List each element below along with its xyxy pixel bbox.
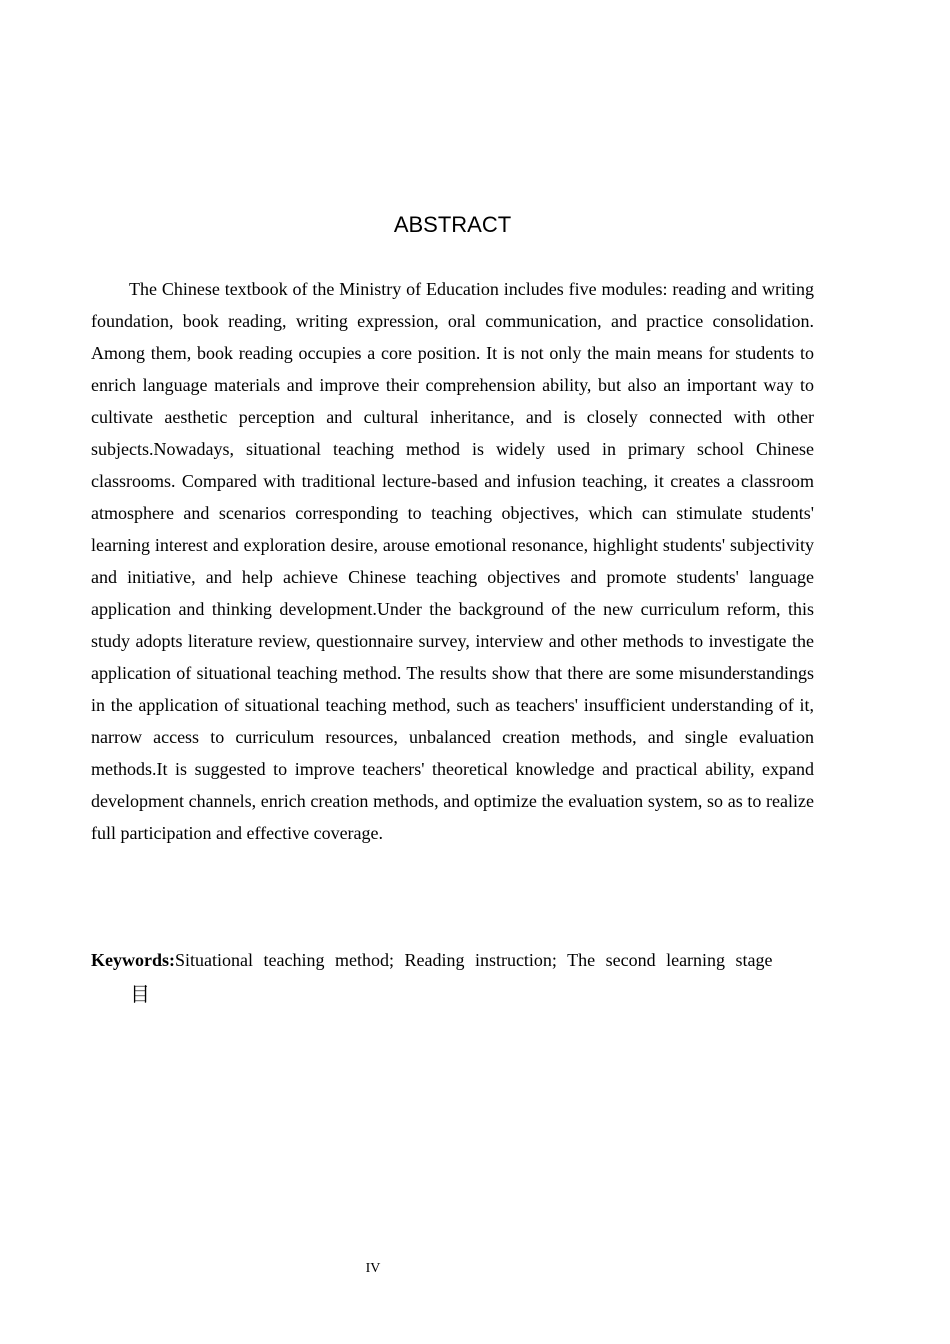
keywords-line [91,944,814,976]
toc-heading-fragment: 目 [130,982,150,1006]
abstract-title: ABSTRACT [393,212,512,237]
keywords-label: Keywords: [91,950,175,970]
abstract-body: The Chinese textbook of the Ministry of Education includes five modules: reading and writing foundation, book reading, writing expression, oral communication, and practice consolidation. Among them, book reading occupies a core position. It is not only the main means for students to enrich language materials and improve their comprehension ability, but also an important way to cultivate aesthetic perception and cultural inheritance, and is closely connected with other subjects.Nowadays, situational teaching method is widely used in primary school Chinese classrooms. Compared with traditional lecture-based and infusion teaching, it creates a classroom atmosphere and scenarios corresponding to teaching objectives, which can stimulate students' learning interest and exploration desire, arouse emotional resonance, highlight students' subjectivity and initiative, and help achieve Chinese teaching objectives and promote students' language application and thinking development.Under the background of the new curriculum reform, this study adopts literature review, questionnaire survey, interview and other methods to investigate the application of situational teaching method. The results show that there are some misunderstandings in the application of situational teaching method, such as teachers' insufficient understanding of it, narrow access to curriculum resources, unbalanced creation methods, and single evaluation methods.It is suggested to improve teachers' theoretical knowledge and practical ability, expand development channels, enrich creation methods, and optimize the evaluation system, so as to realize full participation and effective coverage. [91,279,814,843]
keywords-text: Situational teaching method; Reading instruction; The second learning stage [175,950,773,970]
page-number: IV [365,1261,381,1276]
